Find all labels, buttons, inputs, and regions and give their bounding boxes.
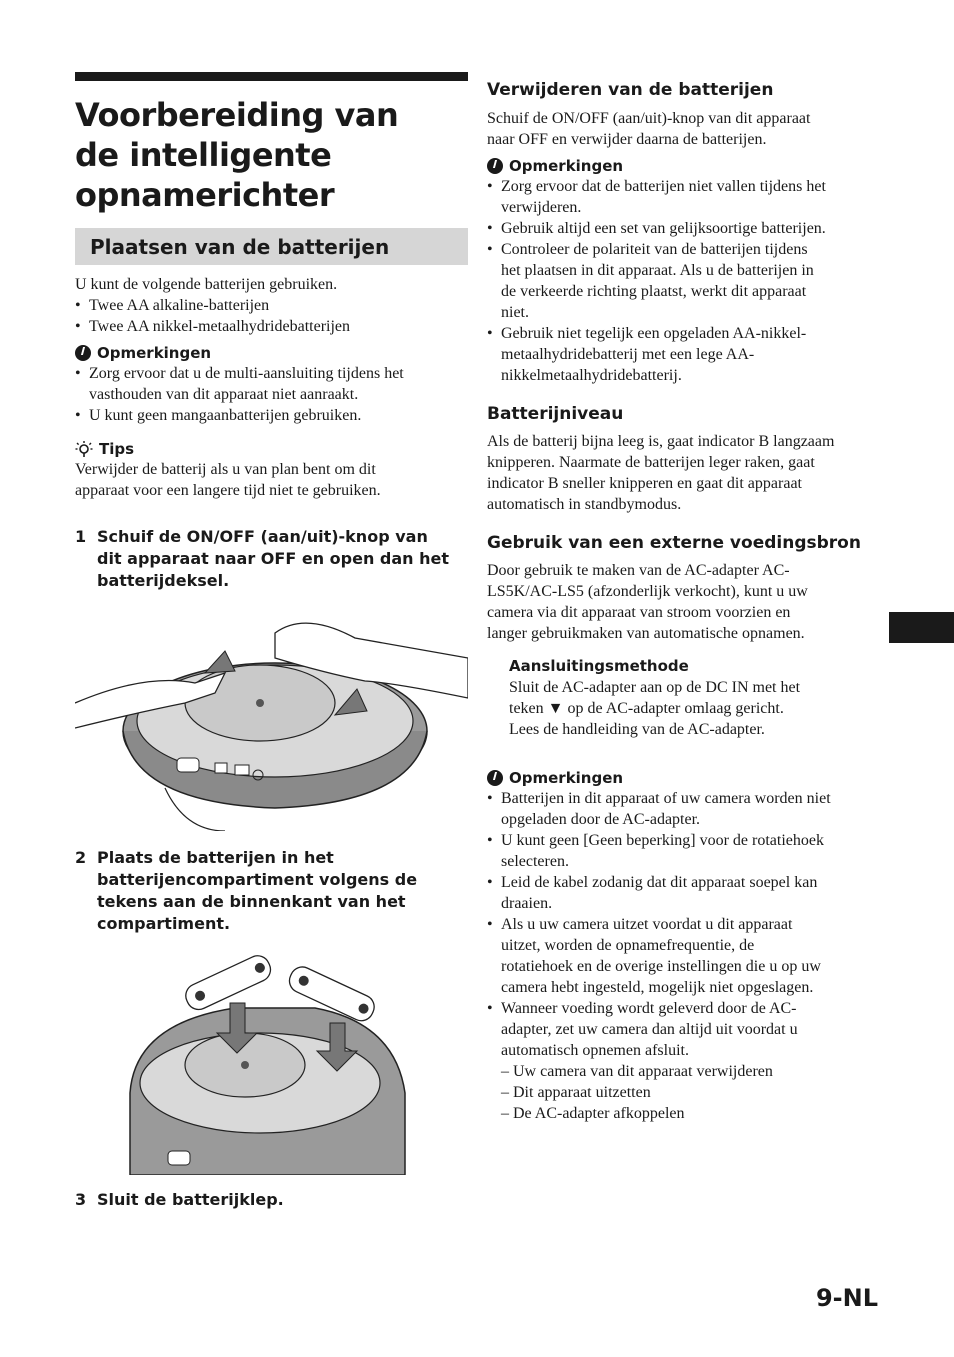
- tips-heading-label: Tips: [99, 440, 135, 458]
- external-power-text: Door gebruik te maken van de AC-adapter AC- LS5K/AC-LS5 (afzonderlijk verkocht), kunt u uw camera via dit apparaat van stroom voorzien en langer gebruikmaken van automatische opnamen.: [487, 562, 808, 642]
- list-item: – Uw camera van dit apparaat verwijderen: [501, 1063, 773, 1080]
- right-column: [487, 78, 887, 1124]
- step-text: Schuif de ON/OFF (aan/uit)-knop van dit apparaat naar OFF en open dan het batterijdeksel.: [97, 527, 450, 590]
- list-item: • Leid de kabel zodanig dat dit apparaat soepel kan draaien.: [487, 872, 887, 914]
- tips-heading: [75, 439, 468, 459]
- section-heading-bar: [75, 228, 468, 265]
- remove-text: Schuif de ON/OFF (aan/uit)-knop van dit apparaat naar OFF en verwijder daarna de batterijen.: [487, 110, 811, 148]
- connection-method-heading: Aansluitingsmethode: [509, 657, 689, 675]
- tips-text: Verwijder de batterij als u van plan bent om dit apparaat voor een langere tijd niet te gebruiken.: [75, 461, 381, 499]
- connection-method-block: [509, 656, 887, 740]
- notes-heading: [75, 343, 468, 363]
- external-power-heading: Gebruik van een externe voedingsbron: [487, 533, 861, 553]
- battery-level-heading: Batterijniveau: [487, 404, 624, 424]
- list-item: • Twee AA alkaline-batterijen: [75, 295, 468, 316]
- battery-level-text: Als de batterij bijna leeg is, gaat indicator B langzaam knipperen. Naarmate de batterijen leger raken, gaat indicator B sneller knipperen en gaat dit apparaat automatisch in standbymodus.: [487, 433, 835, 513]
- page-number: 9-NL: [815, 1284, 878, 1312]
- remove-notes-list: [487, 176, 887, 386]
- battery-types-list: [75, 295, 468, 337]
- list-item: • Controleer de polariteit van de batterijen tijdens het plaatsen in dit apparaat. Als u de batterijen in de verkeerde richting plaatst, werkt dit apparaat niet.: [487, 239, 887, 323]
- section-title: Plaatsen van de batterijen: [90, 234, 390, 259]
- notes-heading-label: Opmerkingen: [509, 769, 624, 787]
- title-rule: [75, 72, 468, 81]
- title-line-3: opnamerichter: [75, 176, 335, 214]
- left-column: [75, 72, 468, 1211]
- notes-list: [75, 363, 468, 426]
- step-number: 1: [75, 527, 87, 546]
- list-item: • Wanneer voeding wordt geleverd door de AC- adapter, zet uw camera dan altijd uit voordat u automatisch opnemen afsluit.: [487, 998, 887, 1061]
- list-item: • Zorg ervoor dat de batterijen niet vallen tijdens het verwijderen.: [487, 176, 887, 218]
- notes-heading: [487, 156, 887, 176]
- connection-method-text: Sluit de AC-adapter aan op de DC IN met het teken ▼ op de AC-adapter omlaag gericht. Lees de handleiding van de AC-adapter.: [509, 679, 801, 738]
- page-title: [75, 95, 468, 215]
- sub-steps-list: [487, 1061, 887, 1124]
- step-number: 3: [75, 1190, 87, 1209]
- intro-text: U kunt de volgende batterijen gebruiken.: [75, 276, 338, 293]
- notes-heading-label: Opmerkingen: [97, 344, 212, 362]
- list-item: • Gebruik niet tegelijk een opgeladen AA-nikkel- metaalhydridebatterij met een lege AA- nikkelmetaalhydridebatterij.: [487, 323, 887, 386]
- step-2: [75, 847, 468, 935]
- step-number: 2: [75, 848, 87, 867]
- note-icon: [487, 158, 503, 174]
- chapter-tab-marker: [889, 612, 954, 643]
- list-item: • U kunt geen mangaanbatterijen gebruiken.: [75, 405, 468, 426]
- list-item: – Dit apparaat uitzetten: [501, 1084, 651, 1101]
- step-1: [75, 526, 468, 592]
- notes-heading: [487, 768, 887, 788]
- title-line-1: Voorbereiding van: [75, 96, 399, 134]
- remove-heading: Verwijderen van de batterijen: [487, 80, 774, 100]
- list-item: • U kunt geen [Geen beperking] voor de rotatiehoek selecteren.: [487, 830, 887, 872]
- list-item: • Gebruik altijd een set van gelijksoortige batterijen.: [487, 218, 887, 239]
- note-icon: [487, 770, 503, 786]
- external-notes-list: [487, 788, 887, 1061]
- list-item: • Twee AA nikkel-metaalhydridebatterijen: [75, 316, 468, 337]
- tip-bulb-icon: [75, 440, 93, 458]
- notes-heading-label: Opmerkingen: [509, 157, 624, 175]
- insert-batteries-illustration: [75, 953, 468, 1175]
- list-item: – De AC-adapter afkoppelen: [501, 1105, 685, 1122]
- step-3: [75, 1189, 468, 1211]
- title-line-2: de intelligente: [75, 136, 332, 174]
- note-icon: [75, 345, 91, 361]
- list-item: • Zorg ervoor dat u de multi-aansluiting tijdens het vasthouden van dit apparaat niet aanraakt.: [75, 363, 468, 405]
- open-cover-illustration: [75, 603, 468, 831]
- step-text: Sluit de batterijklep.: [97, 1190, 284, 1209]
- list-item: • Als u uw camera uitzet voordat u dit apparaat uitzet, worden de opnamefrequentie, de rotatiehoek en de overige instellingen die u op uw camera hebt ingesteld, mogelijk niet opgeslagen.: [487, 914, 887, 998]
- list-item: • Batterijen in dit apparaat of uw camera worden niet opgeladen door de AC-adapter.: [487, 788, 887, 830]
- step-text: Plaats de batterijen in het batterijencompartiment volgens de tekens aan de binnenkant van het compartiment.: [97, 848, 418, 933]
